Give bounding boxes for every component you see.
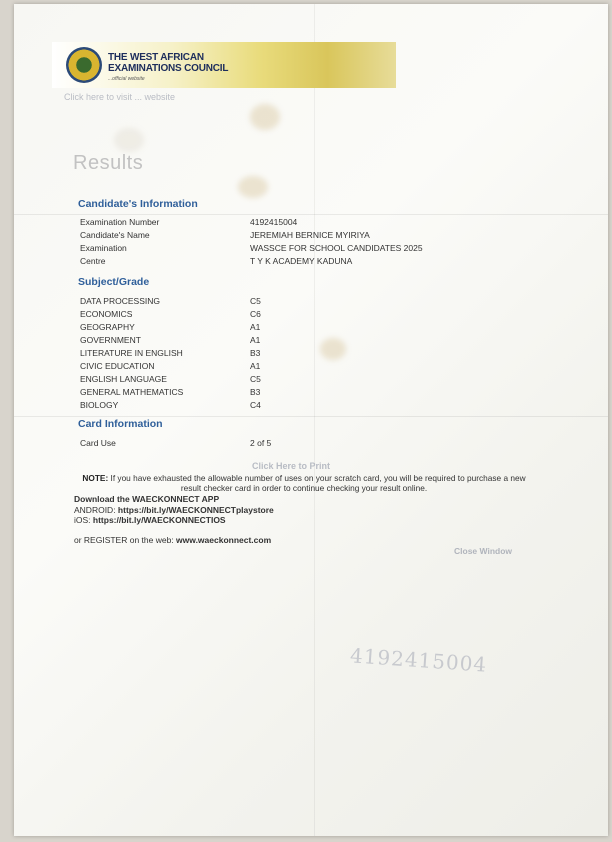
download-app-title: Download the WAECKONNECT APP	[74, 494, 220, 504]
subject-name: GOVERNMENT	[80, 335, 141, 345]
subject-name: GENERAL MATHEMATICS	[80, 387, 184, 397]
android-link[interactable]: https://bit.ly/WAECKONNECTplaystore	[117, 505, 274, 515]
candidate-row-value: T Y K ACADEMY KADUNA	[250, 256, 353, 266]
subject-grade: C6	[250, 309, 261, 319]
subject-grade: C5	[250, 374, 261, 384]
subject-grade: B3	[250, 387, 261, 397]
handwritten-number: 4192415004	[349, 643, 488, 677]
scratch-card-note	[74, 473, 534, 493]
candidate-row-label: Examination Number	[80, 217, 160, 227]
visit-website-link[interactable]: Click here to visit ... website	[64, 92, 176, 102]
close-window-link[interactable]: Close Window	[454, 546, 513, 556]
page-title: Results	[73, 152, 144, 174]
candidate-row-label: Examination	[80, 243, 127, 253]
paper-fold	[14, 214, 608, 215]
card-use-label: Card Use	[80, 438, 116, 448]
subject-name: GEOGRAPHY	[80, 322, 135, 332]
note-text: If you have exhausted the allowable number of uses on your scratch card, you will be required to purchase a new result checker card in order to continue checking your result online.	[108, 473, 526, 493]
candidate-row-label: Centre	[80, 256, 106, 266]
ios-line	[74, 515, 226, 525]
register-line	[74, 535, 271, 545]
paper-fold	[14, 416, 608, 417]
subject-grade: C5	[250, 296, 261, 306]
subject-grade: A1	[250, 361, 261, 371]
subject-name: LITERATURE IN ENGLISH	[80, 348, 183, 358]
candidate-info-heading: Candidate's Information	[78, 198, 198, 210]
card-use-value: 2 of 5	[250, 438, 272, 448]
subject-name: DATA PROCESSING	[80, 296, 160, 306]
subject-grade: A1	[250, 335, 261, 345]
print-link[interactable]: Click Here to Print	[252, 461, 331, 471]
subject-name: ENGLISH LANGUAGE	[80, 374, 167, 384]
org-name-line2: EXAMINATIONS COUNCIL	[108, 63, 229, 74]
paper-stain	[320, 338, 346, 360]
org-subtitle: ...official website	[108, 76, 145, 82]
header-banner	[52, 38, 396, 90]
subject-grade: A1	[250, 322, 261, 332]
ios-label: iOS:	[74, 515, 93, 525]
paper-stain	[238, 176, 268, 198]
subject-name: ECONOMICS	[80, 309, 133, 319]
subject-grade-heading: Subject/Grade	[78, 276, 150, 288]
ios-link[interactable]: https://bit.ly/WAECKONNECTIOS	[92, 515, 226, 525]
register-label: or REGISTER on the web:	[74, 535, 177, 545]
subject-grade: B3	[250, 348, 261, 358]
paper-stain	[250, 104, 280, 130]
subject-name: BIOLOGY	[80, 400, 119, 410]
subject-grade: C4	[250, 400, 261, 410]
paper-stain	[114, 128, 144, 152]
waec-logo	[66, 47, 102, 83]
candidate-row-value: 4192415004	[250, 217, 298, 227]
register-link[interactable]: www.waeckonnect.com	[176, 535, 272, 545]
org-name-line1: THE WEST AFRICAN	[108, 52, 204, 63]
android-label: ANDROID:	[74, 505, 118, 515]
note-prefix: NOTE:	[82, 473, 109, 483]
card-info-heading: Card Information	[78, 418, 163, 430]
candidate-row-value: JEREMIAH BERNICE MYIRIYA	[250, 230, 370, 240]
android-line	[74, 505, 274, 515]
subject-name: CIVIC EDUCATION	[80, 361, 155, 371]
org-name	[108, 52, 228, 74]
candidate-row-label: Candidate's Name	[80, 230, 150, 240]
candidate-row-value: WASSCE FOR SCHOOL CANDIDATES 2025	[250, 243, 423, 253]
paper-fold	[314, 4, 315, 836]
